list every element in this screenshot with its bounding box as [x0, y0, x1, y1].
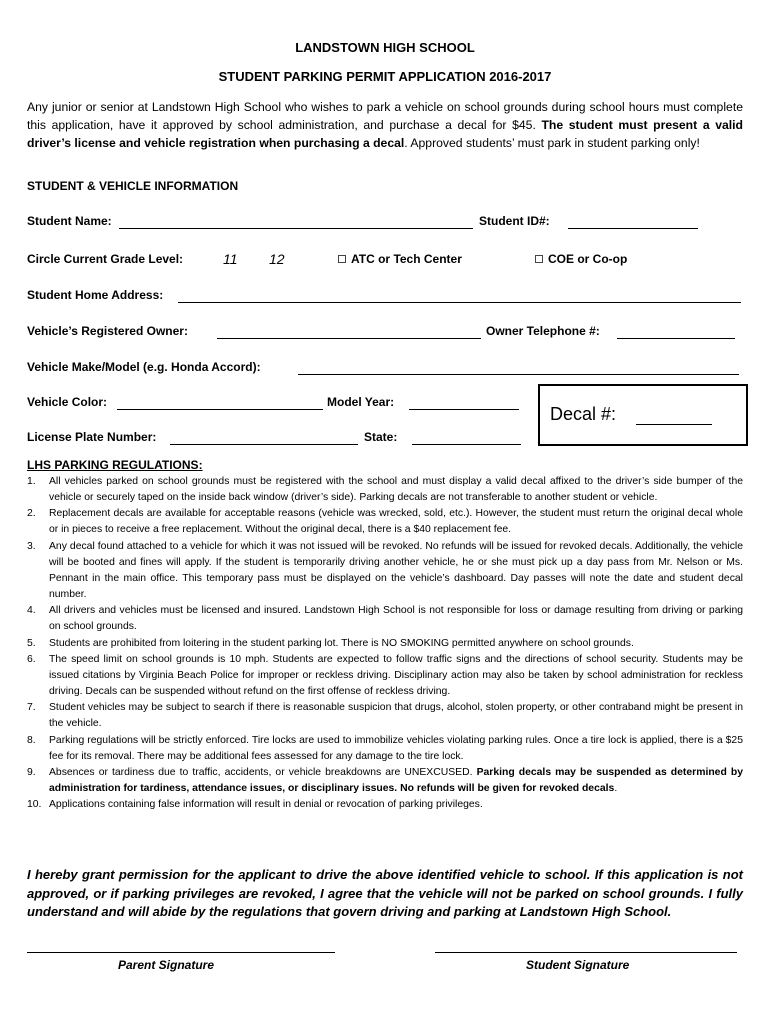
decal-number-label: Decal #: — [550, 404, 617, 424]
section-title-student-vehicle: STUDENT & VEHICLE INFORMATION — [27, 179, 239, 193]
owner-phone-field[interactable] — [617, 338, 735, 339]
regulations-list — [27, 474, 743, 813]
list-item: 1. All vehicles parked on school grounds must be registered with the school and must display a valid decal affixed to the driver’s side bumper of the vehicle or securely taped on the inside back window (driver’s side). Parking decals are not transferable to another student or vehicle. — [27, 476, 743, 504]
list-item: 2. Replacement decals are available for acceptable reasons (vehicle was wrecked, sold, etc.). However, the student must return the original decal whole or in pieces to receive a free replacement. Without the original decal, there is a $40 replacement fee. — [27, 508, 743, 536]
grade-11-option[interactable]: 11 — [223, 251, 238, 267]
state-label: State: — [364, 430, 398, 444]
student-name-field[interactable] — [119, 228, 473, 229]
vehicle-color-label: Vehicle Color: — [27, 395, 108, 409]
color-year-row — [27, 395, 527, 413]
consent-statement: I hereby grant permission for the applicant to drive the above identified vehicle to school. If this application is not approved, or if parking privileges are revoked, I agree that the vehicle will not be parked on school grounds. I fully understand and will abide by the regulations that govern driving and parking at Landstown High School. — [27, 867, 743, 919]
student-signature-label: Student Signature — [526, 958, 630, 972]
student-name-row — [27, 214, 743, 232]
make-model-row — [27, 360, 743, 378]
grade-level-row — [27, 252, 743, 270]
intro-text: Any junior or senior at Landstown High School who wishes to park a vehicle on school grounds during school hours must complete this application, have it approved by school administration, and purchase a decal for $45. — [27, 100, 743, 132]
student-signature-field[interactable] — [435, 952, 737, 953]
list-item: 7. Student vehicles may be subject to search if there is reasonable suspicion that drugs, alcohol, stolen property, or other contraband might be present in the vehicle. — [27, 702, 743, 730]
decal-number-box — [538, 384, 748, 446]
atc-label: ATC or Tech Center — [351, 252, 462, 266]
grade-12-option[interactable]: 12 — [269, 251, 285, 267]
model-year-field[interactable] — [409, 409, 519, 410]
regulations-title-text: LHS PARKING REGULATIONS — [27, 458, 199, 472]
parent-signature-label: Parent Signature — [118, 958, 215, 972]
make-model-field[interactable] — [298, 374, 739, 375]
coe-label: COE or Co-op — [548, 252, 628, 266]
owner-label: Vehicle’s Registered Owner: — [27, 324, 188, 338]
make-model-label: Vehicle Make/Model (e.g. Honda Accord): — [27, 360, 261, 374]
student-id-field[interactable] — [568, 228, 698, 229]
list-item: 5. Students are prohibited from loitering in the student parking lot. There is NO SMOKING permitted anywhere on school grounds. — [27, 637, 634, 649]
student-name-label: Student Name: — [27, 214, 112, 228]
atc-checkbox[interactable] — [338, 255, 346, 263]
coe-checkbox[interactable] — [535, 255, 543, 263]
list-item: 3. Any decal found attached to a vehicle for which it was not issued will be revoked. No refunds will be issued for revoked decals. Additionally, the vehicle will be booted and fines will apply. If the student is temporarily driving another vehicle, he or she must pick up a day pass from Mr. Nelson or Ms. Pennant in the main office. This temporary pass must be displayed on the vehicle’s dashboard. Day passes will note the date and student decal number. — [27, 540, 743, 601]
owner-field[interactable] — [217, 338, 481, 339]
vehicle-color-field[interactable] — [117, 409, 323, 410]
intro-bold-text: The student must present a valid driver’s license and vehicle registration when purchasing a decal — [27, 118, 744, 150]
license-plate-label: License Plate Number: — [27, 430, 157, 444]
owner-row — [27, 324, 743, 342]
intro-end-text: . Approved students’ must park in student parking only! — [404, 136, 700, 150]
decal-number-field[interactable] — [636, 424, 712, 425]
license-plate-field[interactable] — [170, 444, 358, 445]
plate-state-row — [27, 430, 527, 448]
home-address-field[interactable] — [178, 302, 741, 303]
list-item: 8. Parking regulations will be strictly enforced. Tire locks are used to immobilize vehicles violating parking rules. Once a tire lock is applied, there is a $25 fee for its removal. There may be additional fees assessed for any damage to the tire lock. — [27, 734, 743, 762]
list-item: 9. Absences or tardiness due to traffic, accidents, or vehicle breakdowns are UNEXCUSED. Parking decals may be suspended as determined by administration for tardiness, attendance issues, or disciplinary issues. No refunds will be given for revoked decals. — [27, 766, 743, 794]
list-item: 4. All drivers and vehicles must be licensed and insured. Landstown High School is not responsible for loss or damage resulting from driving or parking on school grounds. — [27, 605, 743, 633]
intro-paragraph — [27, 98, 743, 152]
owner-phone-label: Owner Telephone #: — [486, 324, 600, 338]
form-title: STUDENT PARKING PERMIT APPLICATION 2016-2017 — [218, 69, 552, 84]
model-year-label: Model Year: — [327, 395, 395, 409]
state-field[interactable] — [412, 444, 521, 445]
parent-signature-field[interactable] — [27, 952, 335, 953]
list-item: 10. Applications containing false information will result in denial or revocation of parking privileges. — [27, 799, 483, 811]
grade-level-label: Circle Current Grade Level: — [27, 252, 184, 266]
home-address-row — [27, 288, 743, 306]
home-address-label: Student Home Address: — [27, 288, 164, 302]
list-item: 6. The speed limit on school grounds is 10 mph. Students are expected to follow traffic signs and the directions of school security. Students may be issued citations by Virginia Beach Police for improper or reckless driving. Disciplinary action may also be taken by school administration for reckless driving. Decals can be suspended without refund on the first offense of reckless driving. — [27, 653, 743, 698]
student-id-label: Student ID#: — [479, 214, 550, 228]
regulations-title: LHS PARKING REGULATIONS: — [27, 458, 203, 472]
school-name: LANDSTOWN HIGH SCHOOL — [295, 40, 475, 55]
